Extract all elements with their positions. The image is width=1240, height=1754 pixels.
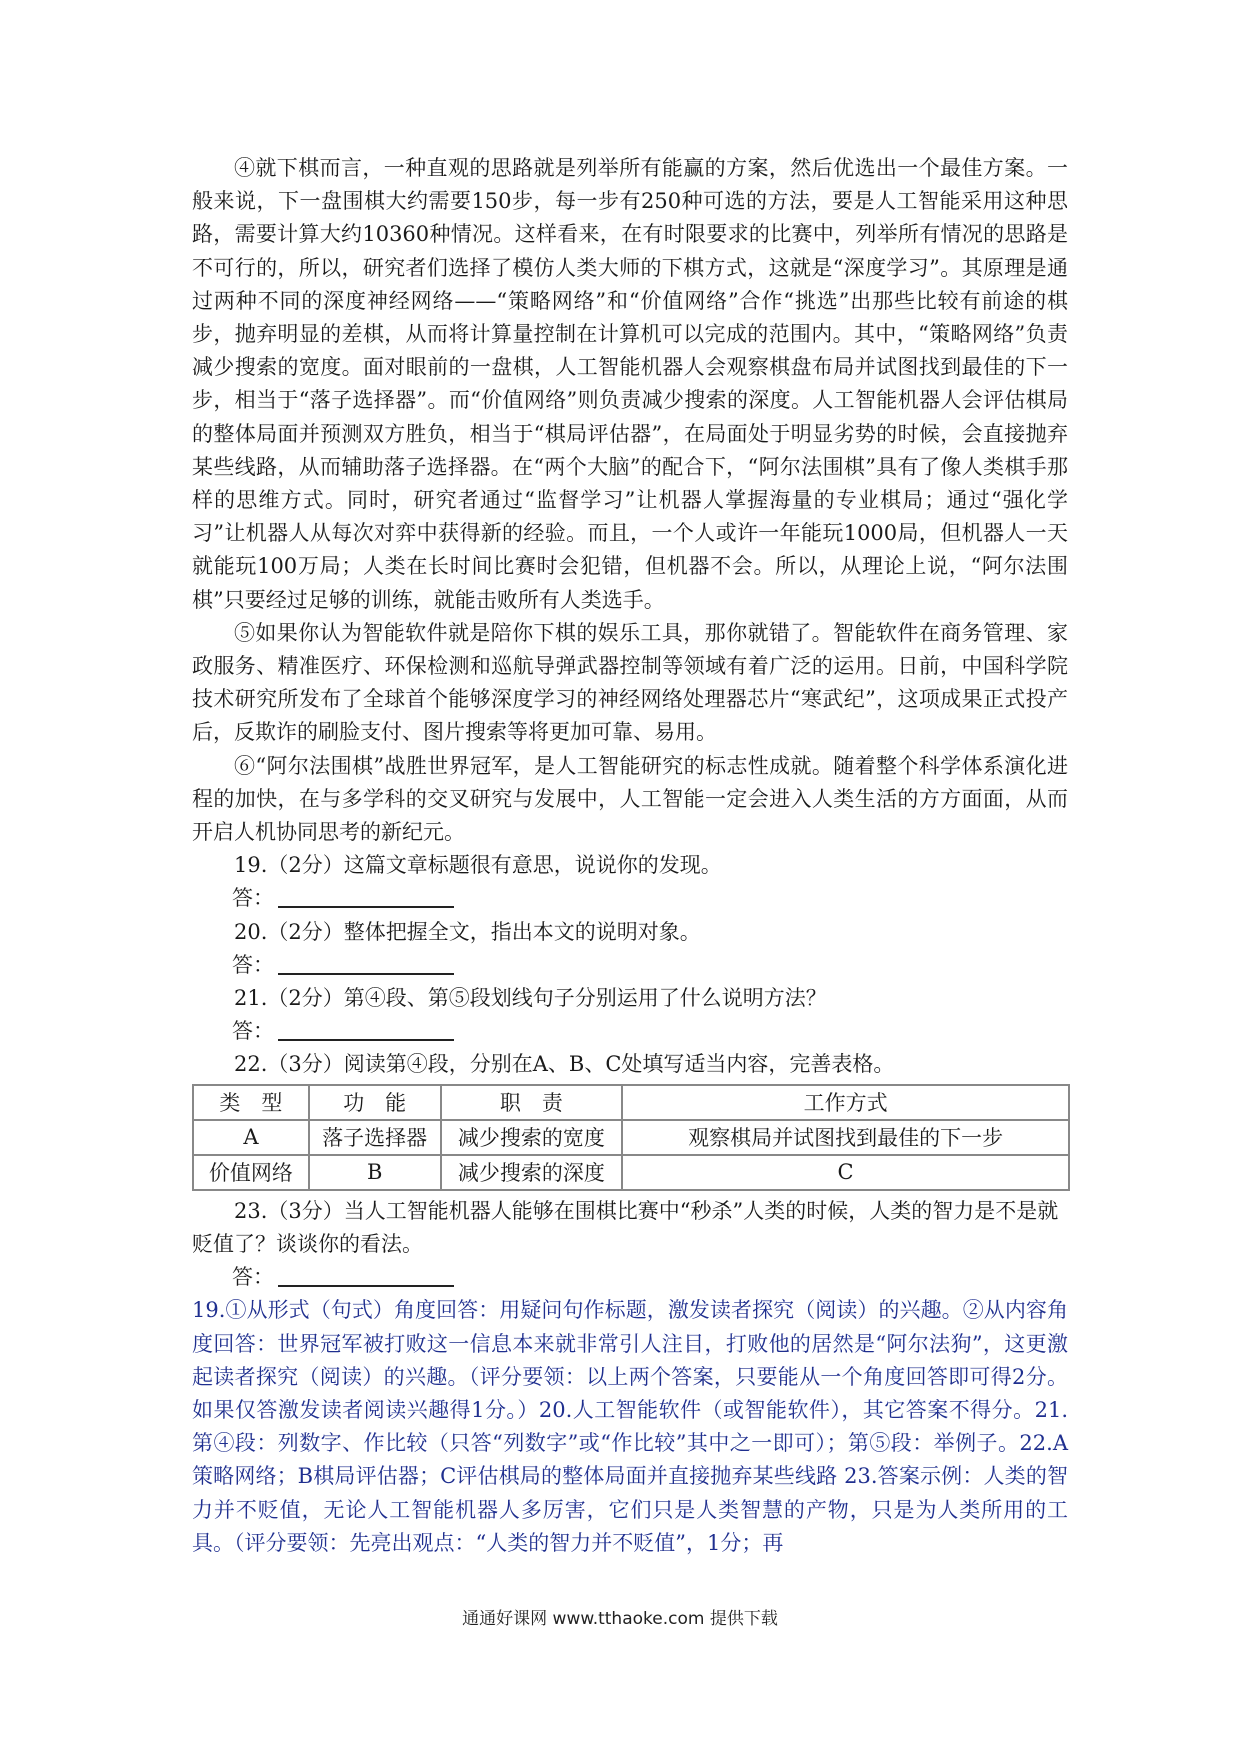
table-header-cell: 类 型 [193, 1085, 309, 1120]
network-table [192, 1084, 1070, 1191]
page-footer: 通通好课网 www.tthaoke.com 提供下载 [462, 1609, 778, 1629]
answer-label: 答： [232, 952, 274, 977]
paragraph-5: ⑤如果你认为智能软件就是陪你下棋的娱乐工具，那你就错了。智能软件在商务管理、家政服务、精准医疗、环保检测和巡航导弹武器控制等领域有着广泛的运用。日前，中国科学院技术研究所发布了全球首个能够深度学习的神经网络处理器芯片“寒武纪”，这项成果正式投产后，反欺诈的刷脸支付、图片搜索等将更加可靠、易用。 [192, 620, 1068, 745]
table-header-cell: 职 责 [441, 1085, 623, 1120]
table-row [193, 1120, 1069, 1155]
answer-line-19 [192, 882, 1068, 915]
answer-blank [278, 951, 454, 975]
table-row [193, 1155, 1069, 1190]
table-cell: 价值网络 [193, 1155, 309, 1190]
table-cell: 观察棋局并试图找到最佳的下一步 [622, 1120, 1069, 1155]
table-cell: C [622, 1155, 1069, 1190]
question-20: 20.（2分）整体把握全文，指出本文的说明对象。 [234, 919, 701, 944]
answer-label: 答： [232, 1265, 274, 1290]
table-cell: 减少搜索的深度 [441, 1155, 623, 1190]
document-body [192, 152, 1068, 1560]
question-21: 21.（2分）第④段、第⑤段划线句子分别运用了什么说明方法？ [234, 986, 827, 1011]
answer-line-21 [192, 1015, 1068, 1048]
paragraph-4: ④就下棋而言，一种直观的思路就是列举所有能赢的方案，然后优选出一个最佳方案。一般来说，下一盘围棋大约需要150步，每一步有250种可选的方法，要是人工智能采用这种思路，需要计算大约10360种情况。这样看来，在有时限要求的比赛中，列举所有情况的思路是不可行的，所以，研究者们选择了模仿人类大师的下棋方式，这就是“深度学习”。其原理是通过两种不同的深度神经网络——“策略网络”和“价值网络”合作“挑选”出那些比较有前途的棋步，抛弃明显的差棋，从而将计算量控制在计算机可以完成的范围内。其中，“策略网络”负责减少搜索的宽度。面对眼前的一盘棋，人工智能机器人会观察棋盘布局并试图找到最佳的下一步，相当于“落子选择器”。而“价值网络”则负责减少搜索的深度。人工智能机器人会评估棋局的整体局面并预测双方胜负，相当于“棋局评估器”，在局面处于明显劣势的时候，会直接抛弃某些线路，从而辅助落子选择器。在“两个大脑”的配合下，“阿尔法围棋”具有了像人类棋手那样的思维方式。同时，研究者通过“监督学习”让机器人掌握海量的专业棋局；通过“强化学习”让机器人从每次对弈中获得新的经验。而且，一个人或许一年能玩1000局，但机器人一天就能玩100万局；人类在长时间比赛时会犯错，但机器不会。所以，从理论上说，“阿尔法围棋”只要经过足够的训练，就能击败所有人类选手。 [192, 156, 1068, 612]
table-cell: A [193, 1120, 309, 1155]
table-cell: 落子选择器 [309, 1120, 441, 1155]
table-header-row [193, 1085, 1069, 1120]
table-cell: B [309, 1155, 441, 1190]
answer-key: 19.①从形式（句式）角度回答：用疑问句作标题，激发读者探究（阅读）的兴趣。②从内容角度回答：世界冠军被打败这一信息本来就非常引人注目，打败他的居然是“阿尔法狗”，这更激起读者探究（阅读）的兴趣。（评分要领：以上两个答案，只要能从一个角度回答即可得2分。如果仅答激发读者阅读兴趣得1分。）20.人工智能软件（或智能软件），其它答案不得分。21.第④段：列数字、作比较（只答“列数字”或“作比较”其中之一即可）；第⑤段：举例子。22.A策略网络；B棋局评估器；C评估棋局的整体局面并直接抛弃某些线路 23.答案示例：人类的智力并不贬值，无论人工智能机器人多厉害，它们只是人类智慧的产物，只是为人类所用的工具。（评分要领：先亮出观点：“人类的智力并不贬值”，1分；再 [192, 1298, 1068, 1555]
question-22: 22.（3分）阅读第④段，分别在A、B、C处填写适当内容，完善表格。 [234, 1052, 895, 1077]
question-19: 19.（2分）这篇文章标题很有意思，说说你的发现。 [234, 853, 722, 878]
answer-label: 答： [232, 886, 274, 911]
answer-blank [278, 884, 454, 908]
answer-label: 答： [232, 1019, 274, 1044]
table-cell: 减少搜索的宽度 [441, 1120, 623, 1155]
answer-blank [278, 1263, 454, 1287]
table-header-cell: 工作方式 [622, 1085, 1069, 1120]
paragraph-6: ⑥“阿尔法围棋”战胜世界冠军，是人工智能研究的标志性成就。随着整个科学体系演化进程的加快，在与多学科的交叉研究与发展中，人工智能一定会进入人类生活的方方面面，从而开启人机协同思考的新纪元。 [192, 753, 1068, 845]
answer-line-23 [192, 1261, 1068, 1294]
answer-blank [278, 1017, 454, 1041]
question-23: 23.（3分）当人工智能机器人能够在围棋比赛中“秒杀”人类的时候，人类的智力是不是就贬值了？谈谈你的看法。 [192, 1198, 1059, 1256]
table-header-cell: 功 能 [309, 1085, 441, 1120]
answer-line-20 [192, 949, 1068, 982]
